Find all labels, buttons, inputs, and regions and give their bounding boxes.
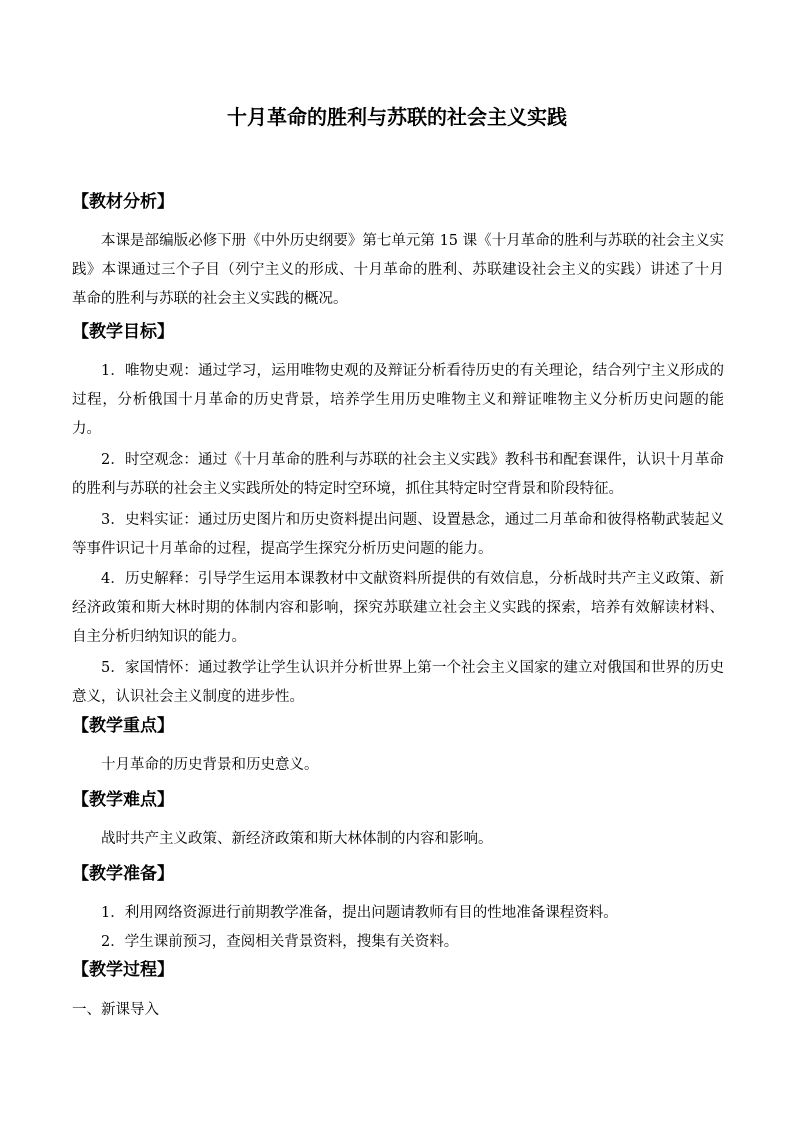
preparation-item-2: 2．学生课前预习，查阅相关背景资料，搜集有关资料。	[101, 934, 459, 950]
process-step-intro: 一、新课导入	[72, 1002, 159, 1018]
page-title: 十月革命的胜利与苏联的社会主义实践	[227, 105, 567, 129]
paragraph-key-points: 十月革命的历史背景和历史意义。	[101, 757, 319, 773]
paragraph-difficult-points: 战时共产主义政策、新经济政策和斯大林体制的内容和影响。	[101, 831, 493, 847]
heading-teaching-process: 【教学过程】	[72, 960, 174, 980]
heading-key-points: 【教学重点】	[72, 716, 174, 736]
heading-teaching-goals: 【教学目标】	[72, 322, 174, 342]
goal-item-3: 3．史料实证：通过历史图片和历史资料提出问题、设置悬念，通过二月革命和彼得格勒武装起义等事件识记十月革命的过程，提高学生探究分析历史问题的能力。	[72, 512, 724, 557]
paragraph-textbook-analysis: 本课是部编版必修下册《中外历史纲要》第七单元第 15 课《十月革命的胜利与苏联的社会主义实践》本课通过三个子目（列宁主义的形成、十月革命的胜利、苏联建设社会主义的实践）讲述了十月革命的胜利与苏联的社会主义实践的概况。	[72, 233, 724, 307]
goal-item-1: 1．唯物史观：通过学习，运用唯物史观的及辩证分析看待历史的有关理论，结合列宁主义形成的过程，分析俄国十月革命的历史背景，培养学生用历史唯物主义和辩证唯物主义分析历史问题的能力。	[72, 363, 724, 437]
goal-item-2: 2．时空观念：通过《十月革命的胜利与苏联的社会主义实践》教科书和配套课件，认识十月革命的胜利与苏联的社会主义实践所处的特定时空环境，抓住其特定时空背景和阶段特征。	[72, 452, 724, 497]
heading-difficult-points: 【教学难点】	[72, 790, 174, 810]
heading-preparation: 【教学准备】	[72, 864, 174, 884]
heading-textbook-analysis: 【教材分析】	[72, 192, 174, 212]
goal-item-5: 5．家国情怀：通过教学让学生认识并分析世界上第一个社会主义国家的建立对俄国和世界的历史意义，认识社会主义制度的进步性。	[72, 660, 724, 705]
preparation-item-1: 1．利用网络资源进行前期教学准备，提出问题请教师有目的性地准备课程资料。	[101, 905, 618, 921]
goal-item-4: 4．历史解释：引导学生运用本课教材中文献资料所提供的有效信息，分析战时共产主义政策、新经济政策和斯大林时期的体制内容和影响，探究苏联建立社会主义实践的探索，培养有效解读材料、自主分析归纳知识的能力。	[72, 571, 724, 645]
